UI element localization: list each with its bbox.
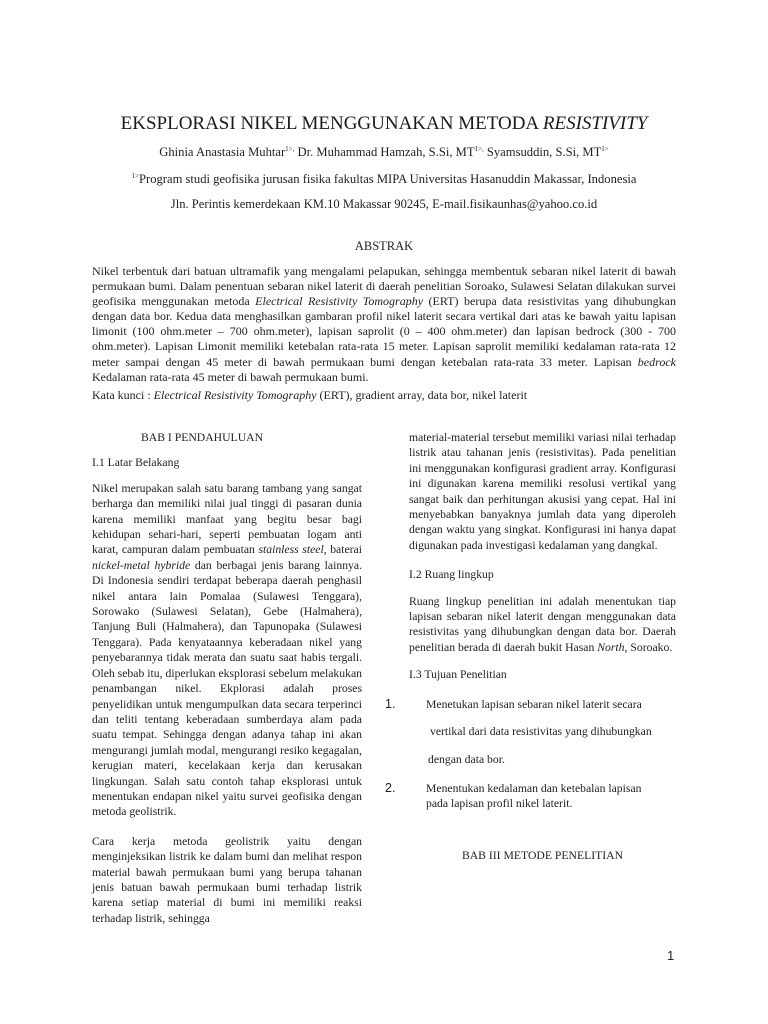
affiliation	[0, 172, 768, 187]
chapter-heading-1: BAB I PENDAHULUAN	[140, 431, 264, 444]
paragraph-italic: stainless steel	[258, 543, 324, 557]
right-column	[385, 430, 676, 863]
objective-line: vertikal dari data resistivitas yang dihubungkan	[430, 725, 652, 739]
author-2: Dr. Muhammad Hamzah, S.Si, MT	[294, 145, 475, 159]
paragraph-italic: nickel-metal hybride	[92, 558, 191, 572]
abstract-text-2: (ERT) berupa data resistivitas yang dihubungkan dengan data bor. Kedua data menghasilkan gambaran profil nikel laterit secara vertikal dari atas ke bawah yaitu lapisan limonit (100 ohm.meter – 700 ohm.meter), lapisan saprolit (0 – 400 ohm.meter) dan lapisan bedrock (300 - 700 ohm.meter). Lapisan Limonit memiliki ketebalan rata-rata 15 meter. Lapisan saprolit memiliki kedalaman rata-rata 12 meter sampai dengan 45 meter di bawah permukaan bumi dengan ketebalan rata-rata 33 meter. Lapisan	[92, 294, 676, 369]
paper-title-main: EKSPLORASI NIKEL MENGGUNAKAN METODA	[120, 113, 543, 134]
chapter-heading-3: BAB III METODE PENELITIAN	[461, 848, 624, 862]
objective-number-2: 2.	[385, 780, 396, 795]
paragraph-text: dan berbagai jenis barang lainnya. Di Indonesia sendiri terdapat beberapa daerah penghasil nikel antara lain Pomalaa (Sulawesi Tenggara), Sorowako (Sulawesi Selatan), Gebe (Halmahera), Tanjung Buli (Halmahera), dan Tapunopaka (Sulawesi Tenggara). Pada kenyataannya keberadaan nikel yang penyebarannya tidak merata dan suatu saat habis tergali. Oleh sebab itu, diperlukan eksplorasi sebelum melakukan penambangan nikel. Ekplorasi adalah proses penyelidikan untuk mengumpulkan data secara terperinci dan teliti tentang keberadaan sumberdaya alam pada suatu tempat. Sehingga dengan adanya tahap ini akan mengurangi jumlah modal, mengurangi resiko kegagalan, kerugian materi, kecelakaan kerja dan kerusakan lingkungan. Salah satu contoh tahap eksplorasi untuk menentukan endapan nikel yaitu survei geofisika dengan metoda geolistrik.	[92, 558, 362, 819]
paragraph-text: , baterai	[323, 543, 362, 557]
paper-title	[0, 113, 768, 135]
author-1-affil: 1>,	[285, 145, 295, 153]
paper-title-italic: RESISTIVITY	[542, 113, 648, 134]
affiliation-marker: 1>	[131, 172, 139, 180]
author-1: Ghinia Anastasia Muhtar	[159, 145, 286, 159]
paragraph-scope	[409, 594, 676, 656]
paragraph-text: , Soroako.	[624, 640, 673, 654]
paragraph-background-2: Cara kerja metoda geolistrik yaitu dengan menginjeksikan listrik ke dalam bumi dan melihat respon material bawah permukaan bumi yang berupa tahanan jenis batuan bawah permukaan bumi terhadap listrik karena setiap material di bumi ini memiliki reaksi terhadap listrik, sehingga	[92, 834, 362, 925]
author-2-affil: 1>,	[474, 145, 484, 153]
keywords-italic: Electrical Resistivity Tomography	[153, 388, 317, 402]
objective-line: Menentukan kedalaman dan ketebalan lapisan	[426, 781, 642, 795]
objective-line: Menetukan lapisan sebaran nikel laterit secara	[426, 697, 642, 711]
paragraph-text: Nikel merupakan salah satu barang tambang yang sangat berharga dan memiliki nilai jual tinggi di pasaran dunia karena memiliki manfaat yang begitu besar bagi kehidupan sehari-hari, seperti pembuatan logam anti karat, campuran dalam pembuatan	[92, 481, 362, 557]
page-number: 1	[667, 948, 675, 963]
abstract-heading: ABSTRAK	[354, 239, 414, 253]
paragraph-continued: material-material tersebut memiliki variasi nilai terhadap listrik atau tahanan jenis (resistivitas). Pada penelitian ini menggunakan konfigurasi gradient array. Konfigurasi ini digunakan karena memiliki resolusi vertikal yang sangat baik dan perhitungan akusisi yang cepat. Hal ini menyebabkan banyaknya jumlah data yang diperoleh dengan waktu yang singkat. Konfigurasi ini hanya dapat digunakan pada investigasi kedalaman yang dangkal.	[409, 431, 676, 552]
paragraph-italic: North	[597, 640, 625, 654]
objective-number-1: 1.	[385, 696, 396, 711]
keywords	[92, 388, 692, 403]
author-3: Syamsuddin, S.Si, MT	[483, 145, 602, 159]
contact-address: Jln. Perintis kemerdekaan KM.10 Makassar 90245, E-mail.fisikaunhas@yahoo.co.id	[170, 197, 598, 211]
objective-item-1	[385, 696, 676, 767]
abstract-italic-2: bedrock	[637, 354, 676, 369]
objective-line: pada lapisan profil nikel laterit.	[426, 797, 573, 811]
paragraph-background-1	[92, 481, 362, 820]
abstract-text-3: Kedalaman rata-rata 45 meter di bawah permukaan bumi.	[92, 369, 369, 384]
affiliation-text: Program studi geofisika jurusan fisika fakultas MIPA Universitas Hasanuddin Makassar, Indonesia	[139, 172, 637, 186]
section-heading-1-3: I.3 Tujuan Penelitian	[409, 668, 507, 682]
abstract-italic-1: Electrical Resistivity Tomography	[255, 294, 424, 309]
author-3-affil: 1>	[601, 145, 609, 153]
objective-line: dengan data bor.	[428, 752, 505, 766]
keywords-rest: (ERT), gradient array, data bor, nikel laterit	[316, 388, 528, 402]
section-heading-1-1: I.1 Latar Belakang	[92, 456, 180, 470]
paragraph-text: Ruang lingkup penelitian ini adalah menentukan tiap lapisan sebaran nikel laterit dengan menggunakan data resistivitas yang dihubungkan dengan data bor. Daerah penelitian berada di daerah bukit Hasan	[409, 594, 676, 654]
objective-item-2	[385, 780, 676, 812]
author-list	[0, 145, 768, 160]
abstract-body	[92, 264, 676, 385]
abstract-text-1: Nikel terbentuk dari batuan ultramafik yang mengalami pelapukan, sehingga membentuk sebaran nikel laterit di bawah permukaan bumi. Dalam penentuan sebaran nikel laterit di daerah penelitian Soroako, Sulawesi Selatan dilakukan survei geofisika menggunakan metoda	[92, 264, 676, 309]
keywords-label: Kata kunci :	[92, 388, 154, 402]
section-heading-1-2: I.2 Ruang lingkup	[409, 568, 494, 582]
left-column	[92, 430, 362, 926]
